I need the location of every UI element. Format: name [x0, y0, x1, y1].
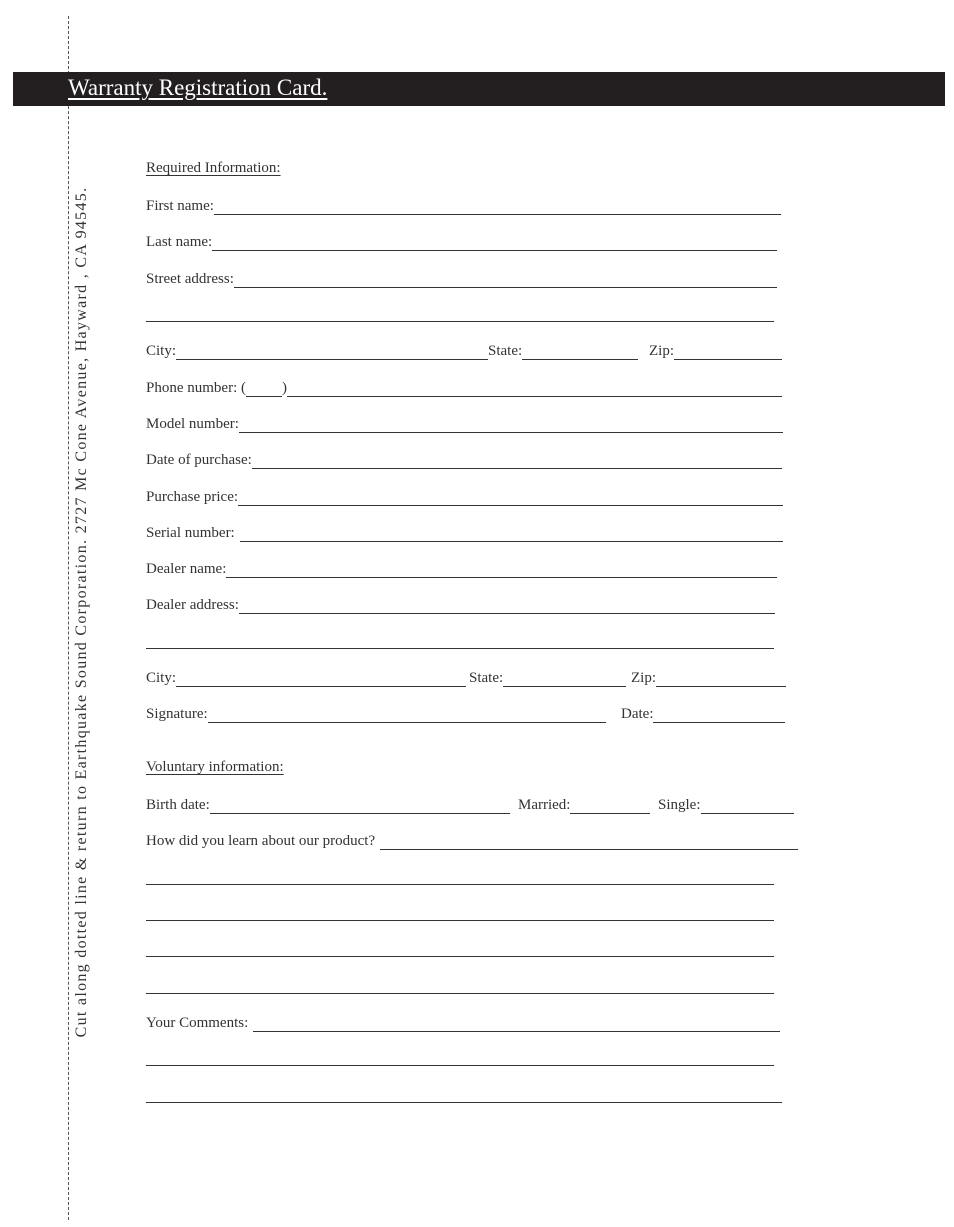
return-address-text: Cut along dotted line & return to Earthquake Sound Corporation. 2727 Mc Cone Avenue, Hayward , CA 94545.	[73, 186, 90, 1038]
dealer-name-field[interactable]	[146, 558, 777, 578]
last-name-field[interactable]	[146, 231, 777, 251]
single-line[interactable]	[701, 796, 794, 814]
first-name-label: First name:	[146, 198, 214, 214]
purchase-price-label: Purchase price:	[146, 489, 239, 505]
state-line[interactable]	[522, 342, 638, 360]
city-line[interactable]	[176, 342, 488, 360]
model-number-label: Model number:	[146, 416, 239, 432]
single-label: Single:	[658, 797, 701, 813]
date-of-purchase-field[interactable]	[146, 449, 782, 469]
signature-field[interactable]	[146, 703, 606, 723]
dealer-address-line[interactable]	[239, 596, 775, 614]
dealer-name-label: Dealer name:	[146, 561, 227, 577]
married-line[interactable]	[570, 796, 650, 814]
dealer-state-line[interactable]	[503, 669, 626, 687]
married-field[interactable]	[518, 794, 650, 814]
phone-close-paren: )	[281, 380, 287, 396]
date-of-purchase-label: Date of purchase:	[146, 452, 252, 468]
dealer-city-field[interactable]	[146, 667, 466, 687]
learn-about-row	[146, 830, 798, 852]
last-name-line[interactable]	[212, 233, 777, 251]
zip-label: Zip:	[649, 343, 674, 359]
learn-about-field[interactable]	[146, 830, 798, 850]
serial-number-line[interactable]	[240, 524, 783, 542]
date-of-purchase-row	[146, 449, 782, 471]
learn-about-label: How did you learn about our product?	[146, 833, 376, 849]
learn-about-line-2[interactable]	[146, 884, 774, 885]
signature-date-field[interactable]	[621, 703, 785, 723]
dealer-address-row	[146, 594, 775, 616]
signature-date-label: Date:	[621, 706, 654, 722]
birth-date-field[interactable]	[146, 794, 510, 814]
dealer-address-field[interactable]	[146, 594, 775, 614]
serial-number-row	[146, 522, 783, 544]
signature-date-line[interactable]	[653, 705, 785, 723]
serial-number-label: Serial number:	[146, 525, 235, 541]
model-number-row	[146, 413, 783, 435]
birth-married-single-row	[146, 794, 794, 816]
area-code-line[interactable]	[246, 379, 282, 397]
learn-about-line[interactable]	[380, 832, 798, 850]
city-state-zip-row	[146, 340, 782, 362]
city-label: City:	[146, 343, 177, 359]
dealer-city-label: City:	[146, 670, 177, 686]
street-address-field[interactable]	[146, 268, 777, 288]
title-bar	[13, 72, 945, 106]
first-name-row	[146, 195, 781, 217]
signature-label: Signature:	[146, 706, 208, 722]
learn-about-line-5[interactable]	[146, 993, 774, 994]
street-address-label: Street address:	[146, 271, 234, 287]
dealer-zip-field[interactable]	[631, 667, 786, 687]
dealer-address-label: Dealer address:	[146, 597, 239, 613]
required-info-heading: Required Information:	[146, 160, 281, 176]
learn-about-line-3[interactable]	[146, 920, 774, 921]
model-number-line[interactable]	[239, 415, 783, 433]
dealer-state-label: State:	[469, 670, 504, 686]
state-label: State:	[488, 343, 523, 359]
state-field[interactable]	[488, 340, 638, 360]
learn-about-line-4[interactable]	[146, 956, 774, 957]
comments-field[interactable]	[146, 1012, 780, 1032]
comments-line[interactable]	[253, 1014, 780, 1032]
signature-line[interactable]	[208, 705, 606, 723]
dealer-name-row	[146, 558, 777, 580]
first-name-line[interactable]	[214, 197, 781, 215]
dealer-address-line-2[interactable]	[146, 648, 774, 649]
married-label: Married:	[518, 797, 571, 813]
serial-number-field[interactable]	[146, 522, 783, 542]
model-number-field[interactable]	[146, 413, 783, 433]
purchase-price-line[interactable]	[238, 488, 783, 506]
birth-date-line[interactable]	[210, 796, 510, 814]
single-field[interactable]	[658, 794, 794, 814]
phone-number-row	[146, 377, 782, 399]
phone-number-field[interactable]	[146, 377, 782, 397]
street-address-row	[146, 268, 777, 290]
last-name-label: Last name:	[146, 234, 213, 250]
dealer-zip-label: Zip:	[631, 670, 656, 686]
comments-line-2[interactable]	[146, 1065, 774, 1066]
first-name-field[interactable]	[146, 195, 781, 215]
city-field[interactable]	[146, 340, 488, 360]
dealer-city-line[interactable]	[176, 669, 466, 687]
page-title: Warranty Registration Card.	[68, 75, 328, 100]
comments-line-3[interactable]	[146, 1102, 782, 1103]
dealer-city-state-zip-row	[146, 667, 786, 689]
street-address-line-2[interactable]	[146, 321, 774, 322]
zip-line[interactable]	[674, 342, 782, 360]
dealer-name-line[interactable]	[226, 560, 777, 578]
last-name-row	[146, 231, 777, 253]
birth-date-label: Birth date:	[146, 797, 210, 813]
cut-dotted-line	[68, 16, 69, 1220]
purchase-price-field[interactable]	[146, 486, 783, 506]
phone-number-label: Phone number: (	[146, 380, 246, 396]
comments-row	[146, 1012, 780, 1034]
voluntary-info-heading: Voluntary information:	[146, 759, 284, 775]
phone-number-line[interactable]	[287, 379, 782, 397]
date-of-purchase-line[interactable]	[252, 451, 782, 469]
dealer-zip-line[interactable]	[656, 669, 786, 687]
signature-date-row	[146, 703, 785, 725]
dealer-state-field[interactable]	[469, 667, 626, 687]
comments-label: Your Comments:	[146, 1015, 249, 1031]
zip-field[interactable]	[649, 340, 782, 360]
street-address-line[interactable]	[234, 270, 777, 288]
purchase-price-row	[146, 486, 783, 508]
